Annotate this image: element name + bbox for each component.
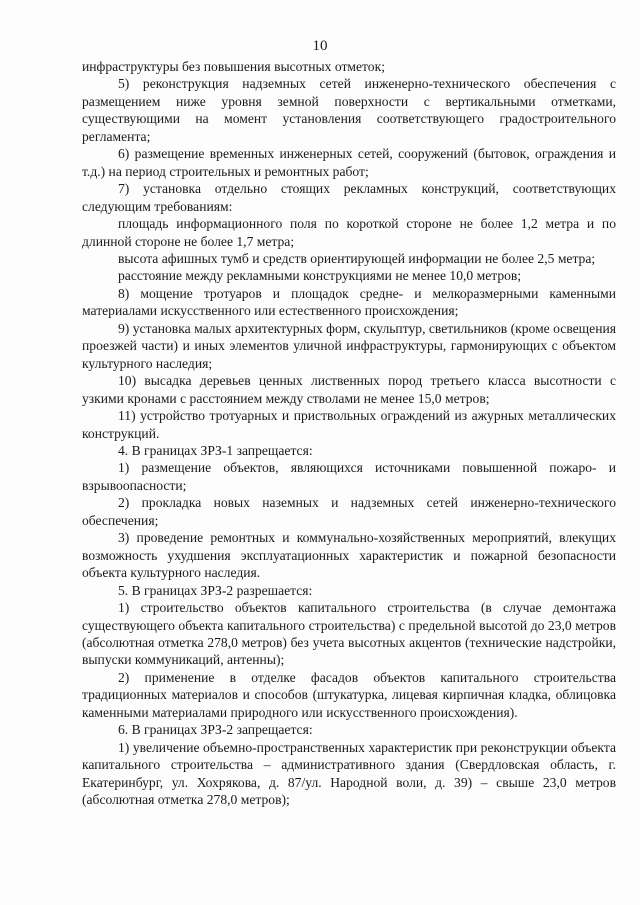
paragraph: 2) применение в отделке фасадов объектов капитального строительства традиционных материалов и способов (штукатурка, лицевая кирпичная кладка, облицовка каменными материалами природного или искусственного происхождения). [82,669,616,720]
paragraph: 1) строительство объектов капитального строительства (в случае демонтажа существующего объекта капитального строительства) с предельной высотой до 23,0 метров (абсолютная отметка 278,0 метров) без учета высотных акцентов (технические надстройки, выпуски коммуникаций, антенны); [82,600,616,668]
paragraph: 10) высадка деревьев ценных лиственных пород третьего класса высотности с узкими кронами с расстоянием между стволами не менее 15,0 метров; [82,373,616,406]
paragraph: площадь информационного поля по короткой стороне не более 1,2 метра и по длинной стороне не более 1,7 метра; [82,216,616,249]
paragraph: 9) установка малых архитектурных форм, скульптур, светильников (кроме освещения проезжей части) и иных элементов уличной инфраструктуры, гармонирующих с объектом культурного наследия; [82,320,616,371]
paragraph: 6) размещение временных инженерных сетей, сооружений (бытовок, ограждения и т.д.) на период строительных и ремонтных работ; [82,146,616,179]
section-heading: 4. В границах ЗРЗ-1 запрещается: [118,442,313,458]
paragraph: высота афишных тумб и средств ориентирующей информации не более 2,5 метра; [118,250,596,266]
paragraph: 8) мощение тротуаров и площадок средне- и мелкоразмерными каменными материалами искусственного или естественного происхождения; [82,285,616,319]
paragraph: 3) проведение ремонтных и коммунально-хозяйственных мероприятий, влекущих возможность ухудшения эксплуатационных характеристик и пожарной безопасности объекта культурного наследия. [82,530,616,581]
document-body [82,58,616,808]
paragraph: 1) увеличение объемно-пространственных характеристик при реконструкции объекта капитального строительства – административного здания (Свердловская область, г. Екатеринбург, ул. Хохрякова, д. 87/ул. Народной воли, д. 39) – свыше 23,0 метров (абсолютная отметка 278,0 метров); [82,739,616,808]
paragraph: расстояние между рекламными конструкциями не менее 10,0 метров; [118,268,522,284]
page-number: 10 [312,38,328,54]
paragraph: 7) установка отдельно стоящих рекламных конструкций, соответствующих следующим требованиям: [82,181,616,214]
paragraph: 5) реконструкция надземных сетей инженерно-технического обеспечения с размещением ниже уровня земной поверхности с вертикальными отметками, существующими на момент установления соответствующего градостроительного регламента; [82,76,616,144]
paragraph: 11) устройство тротуарных и приствольных ограждений из ажурных металлических конструкций. [82,408,616,441]
section-heading: 6. В границах ЗРЗ-2 запрещается: [118,722,313,738]
paragraph: 2) прокладка новых наземных и надземных сетей инженерно-технического обеспечения; [82,495,616,528]
paragraph: 1) размещение объектов, являющихся источниками повышенной пожаро- и взрывоопасности; [82,460,616,493]
section-heading: 5. В границах ЗРЗ-2 разрешается: [118,582,313,598]
paragraph: инфраструктуры без повышения высотных отметок; [82,59,385,74]
